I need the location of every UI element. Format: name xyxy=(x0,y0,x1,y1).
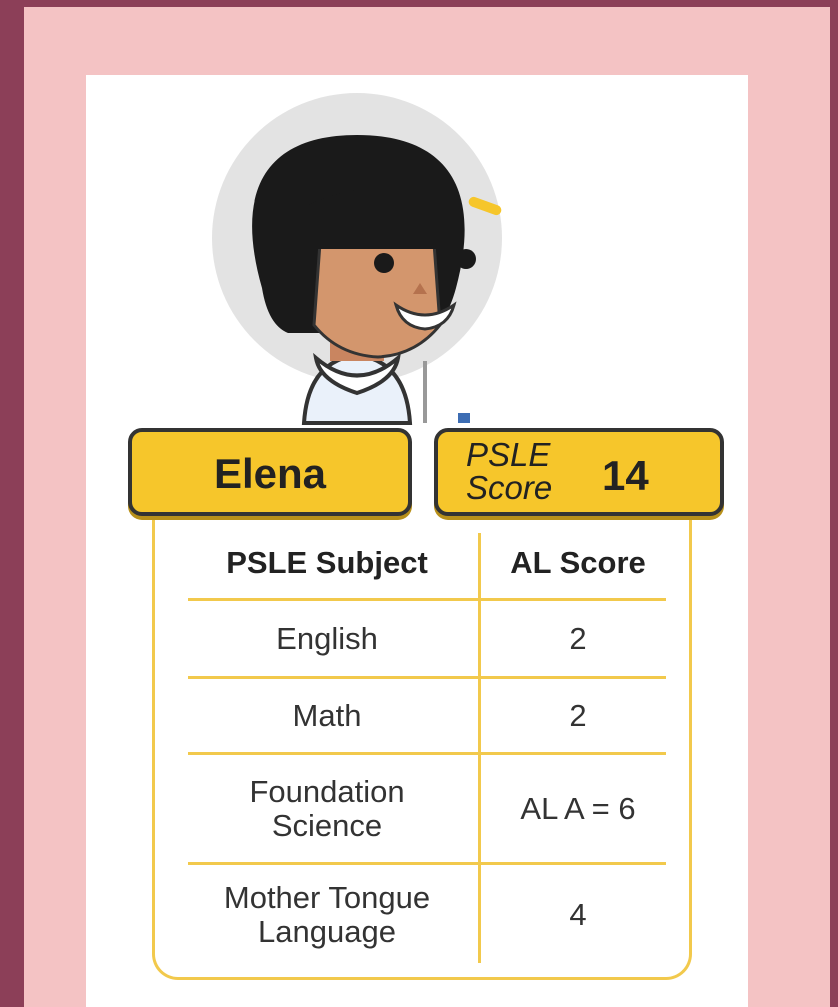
psle-score-tag xyxy=(434,428,724,516)
table-header-score: AL Score xyxy=(510,545,646,580)
subject-cell: English xyxy=(276,620,378,656)
psle-score-label-line1: PSLE xyxy=(466,436,551,473)
score-cell: 2 xyxy=(569,620,587,656)
score-cell: 4 xyxy=(569,897,587,932)
subject-cell: Math xyxy=(292,697,362,733)
score-cell: AL A = 6 xyxy=(520,790,636,826)
student-name: Elena xyxy=(213,450,327,497)
psle-score-label xyxy=(466,438,552,504)
psle-score-value: 14 xyxy=(602,452,649,499)
table-header-subject: PSLE Subject xyxy=(226,545,428,580)
psle-score-label-line2: Score xyxy=(466,469,553,506)
student-avatar-icon xyxy=(212,93,502,443)
subject-cell: Foundation Science xyxy=(249,773,405,843)
score-cell: 2 xyxy=(569,697,587,733)
subject-cell: Mother Tongue Language xyxy=(223,880,431,949)
student-name-tag xyxy=(128,428,412,516)
